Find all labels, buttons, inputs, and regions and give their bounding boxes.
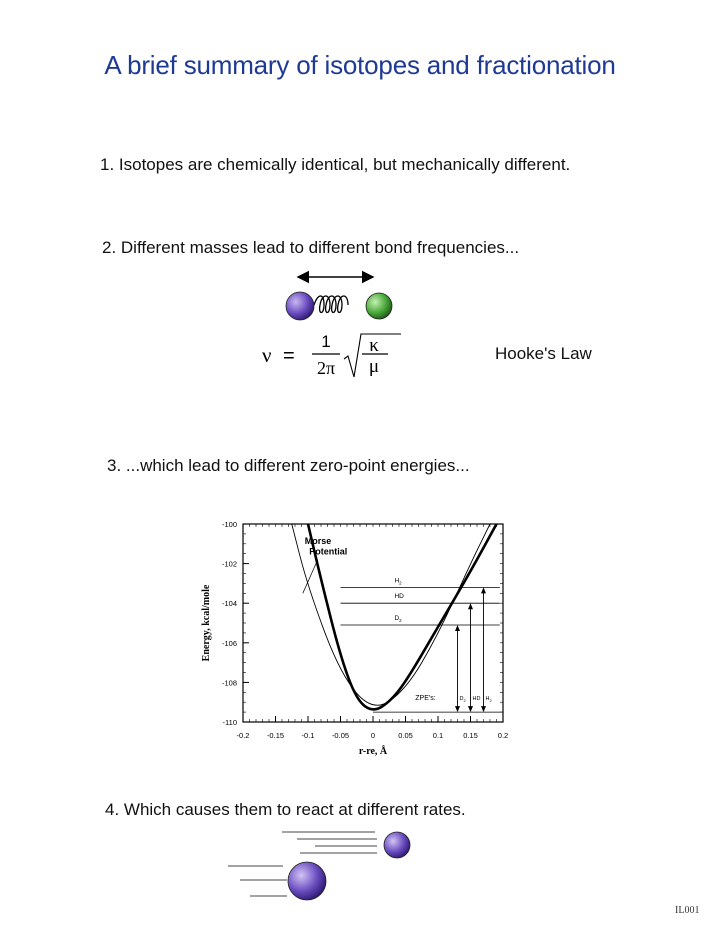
y-axis-label: Energy, kcal/mole <box>201 584 212 662</box>
zpe-arrowhead-top <box>481 587 486 593</box>
morse-annotation-line2: Potential <box>309 546 348 557</box>
point-4: 4. Which causes them to react at different rates. <box>105 800 466 819</box>
x-axis-label: r-re, Å <box>358 746 388 757</box>
green-atom <box>366 293 392 319</box>
formula-numerator: 1 <box>321 332 331 351</box>
zpe-arrow-label-d2: $D_2$ <box>459 696 466 704</box>
y-tick-label: -110 <box>222 718 237 727</box>
footer-code: IL001 <box>675 905 700 916</box>
level-label-d2: $D_2$ <box>394 614 402 623</box>
zpe-arrowhead-bottom <box>481 706 486 712</box>
morse-potential-chart <box>195 512 520 772</box>
x-tick-label: 0.15 <box>463 731 478 740</box>
formula-mu: μ <box>368 356 380 377</box>
spring <box>314 296 348 313</box>
slow-motion-lines <box>228 866 287 896</box>
x-tick-label: 0.1 <box>432 731 444 740</box>
y-tick-label: -106 <box>221 638 237 648</box>
zpe-arrow-label-hd: HD <box>472 696 481 703</box>
annotation-pointer <box>303 560 318 594</box>
point-3: 3. ...which lead to different zero-point energies... <box>107 456 470 475</box>
zpe-arrowhead-bottom <box>468 706 473 712</box>
zpe-arrow-label-h2: $H_2$ <box>485 696 492 704</box>
x-tick-label: 0 <box>370 731 376 740</box>
point-1: 1. Isotopes are chemically identical, but mechanically different. <box>100 155 571 174</box>
x-tick-label: 0.05 <box>398 731 413 740</box>
heavy-isotope-atom <box>288 862 326 900</box>
y-tick-label: -100 <box>221 520 237 529</box>
zpe-arrowhead-bottom <box>455 706 460 712</box>
level-label-h2: $H_2$ <box>394 577 402 586</box>
x-tick-label: -0.1 <box>301 731 315 740</box>
x-tick-label: -0.2 <box>236 731 250 740</box>
y-tick-label: -102 <box>221 559 237 569</box>
formula-equals: = <box>283 345 295 367</box>
x-tick-label: 0.2 <box>497 731 509 740</box>
formula-kappa: κ <box>369 335 379 356</box>
x-tick-label: -0.05 <box>331 731 350 740</box>
y-tick-label: -104 <box>221 599 237 609</box>
zpe-label: ZPE's: <box>415 695 436 703</box>
hookes-law-label: Hooke's Law <box>495 344 592 363</box>
zpe-arrowhead-top <box>455 625 460 631</box>
morse-annotation-line1: Morse <box>304 535 332 546</box>
hooke-formula <box>255 325 415 385</box>
y-tick-label: -108 <box>221 678 237 688</box>
light-isotope-atom <box>384 832 410 858</box>
x-tick-label: -0.15 <box>266 731 285 740</box>
formula-denominator: 2π <box>316 358 336 378</box>
zpe-arrowhead-top <box>468 603 473 609</box>
page-title: A brief summary of isotopes and fractionation <box>104 50 616 80</box>
spring-molecule-diagram <box>270 265 410 325</box>
purple-atom <box>286 292 314 320</box>
level-label-hd: HD <box>394 593 404 601</box>
plot-frame <box>243 524 503 722</box>
fast-motion-lines <box>282 832 377 853</box>
point-2: 2. Different masses lead to different bond frequencies... <box>102 238 520 257</box>
formula-nu: ν <box>262 343 272 367</box>
reaction-rate-diagram <box>225 825 425 905</box>
